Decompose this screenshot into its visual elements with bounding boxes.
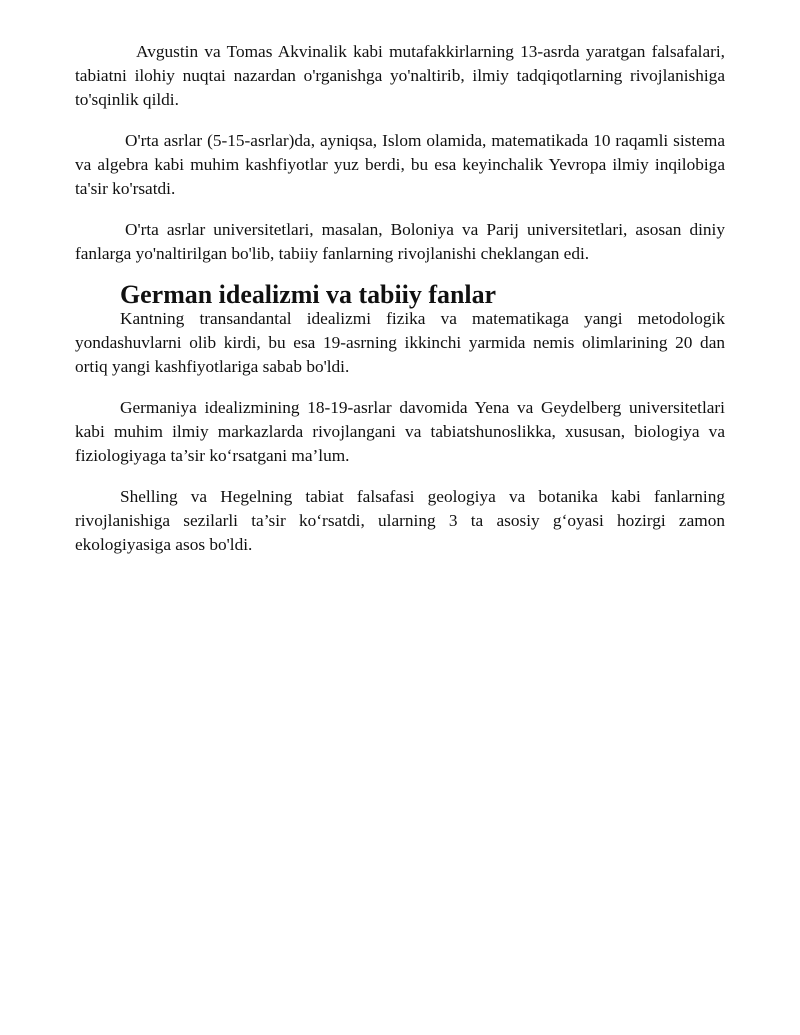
paragraph-middle-ages-islam: O'rta asrlar (5-15-asrlar)da, ayniqsa, Islom olamida, matematikada 10 raqamli sistema va algebra kabi muhim kashfiyotlar yuz berdi, bu esa keyinchalik Yevropa ilmiy inqilobiga ta'sir ko'rsatdi. — [75, 131, 725, 198]
section-heading: German idealizmi va tabiiy fanlar — [120, 280, 497, 309]
paragraph-medieval-universities: O'rta asrlar universitetlari, masalan, Boloniya va Parij universitetlari, asosan diniy fanlarga yo'naltirilgan bo'lib, tabiiy fanlarning rivojlanishi cheklangan edi. — [75, 220, 725, 263]
paragraph-kant: Kantning transandantal idealizmi fizika va matematikaga yangi metodologik yondashuvlarni olib kirdi, bu esa 19-asrning ikkinchi yarmida nemis olimlarining 20 dan ortiq yangi kashfiyotlariga sabab bo'ldi. — [75, 309, 725, 376]
document-page — [75, 40, 725, 574]
paragraph-german-idealism: Germaniya idealizmining 18-19-asrlar davomida Yena va Geydelberg universitetlari kabi muhim ilmiy markazlarda rivojlangani va tabiatshunoslikka, xususan, biologiya va fiziologiyaga ta’sir ko‘rsatgani ma’lum. — [75, 398, 725, 465]
paragraph-schelling-hegel: Shelling va Hegelning tabiat falsafasi geologiya va botanika kabi fanlarning rivojlanishiga sezilarli ta’sir ko‘rsatdi, ularning 3 ta asosiy g‘oyasi hozirgi zamon ekologiyasiga asos bo'ldi. — [75, 487, 725, 554]
paragraph-augustine-aquinas: Avgustin va Tomas Akvinalik kabi mutafakkirlarning 13-asrda yaratgan falsafalari, tabiatni ilohiy nuqtai nazardan o'rganishga yo'naltirib, ilmiy tadqiqotlarning rivojlanishiga to'sqinlik qildi. — [75, 42, 725, 109]
